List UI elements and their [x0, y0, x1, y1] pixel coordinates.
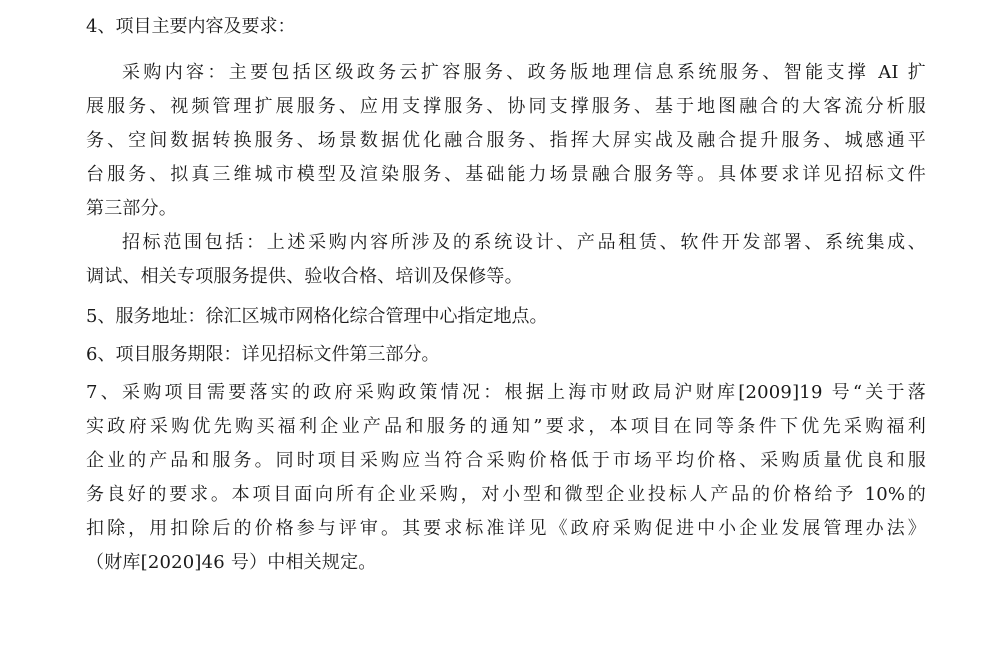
- policy-line: 扣除，用扣除后的价格参与评审。其要求标准详见《政府采购促进中小企业发展管理办法》: [86, 518, 926, 539]
- section-6-service-period: 6、项目服务期限：详见招标文件第三部分。: [86, 344, 440, 365]
- section-4-title: 4、项目主要内容及要求：: [86, 16, 296, 37]
- policy-line: （财库[2020]46 号）中相关规定。: [86, 552, 377, 573]
- content-line: 务、空间数据转换服务、场景数据优化融合服务、指挥大屏实战及融合提升服务、城感通平: [86, 130, 926, 151]
- scope-line: 调试、相关专项服务提供、验收合格、培训及保修等。: [86, 266, 523, 287]
- section-7-policy-paragraph: [86, 378, 926, 582]
- policy-line: 企业的产品和服务。同时项目采购应当符合采购价格低于市场平均价格、采购质量优良和服: [86, 450, 926, 471]
- policy-line: 实政府采购优先购买福利企业产品和服务的通知”要求，本项目在同等条件下优先采购福利: [86, 416, 926, 437]
- content-line: 展服务、视频管理扩展服务、应用支撑服务、协同支撑服务、基于地图融合的大客流分析服: [86, 96, 926, 117]
- section-5-service-address: 5、服务地址：徐汇区城市网格化综合管理中心指定地点。: [86, 306, 548, 327]
- content-line: 第三部分。: [86, 198, 177, 219]
- scope-line: 招标范围包括：上述采购内容所涉及的系统设计、产品租赁、软件开发部署、系统集成、: [122, 232, 926, 253]
- policy-line: 7、采购项目需要落实的政府采购政策情况：根据上海市财政局沪财库[2009]19 号“关于落: [86, 382, 926, 403]
- content-line: 采购内容：主要包括区级政务云扩容服务、政务版地理信息系统服务、智能支撑 AI 扩: [122, 62, 926, 83]
- content-line: 台服务、拟真三维城市模型及渲染服务、基础能力场景融合服务等。具体要求详见招标文件: [86, 164, 926, 185]
- policy-line: 务良好的要求。本项目面向所有企业采购，对小型和微型企业投标人产品的价格给予 10%的: [86, 484, 926, 505]
- section-4-content-paragraph: [86, 58, 926, 228]
- section-4-scope-paragraph: [86, 228, 926, 296]
